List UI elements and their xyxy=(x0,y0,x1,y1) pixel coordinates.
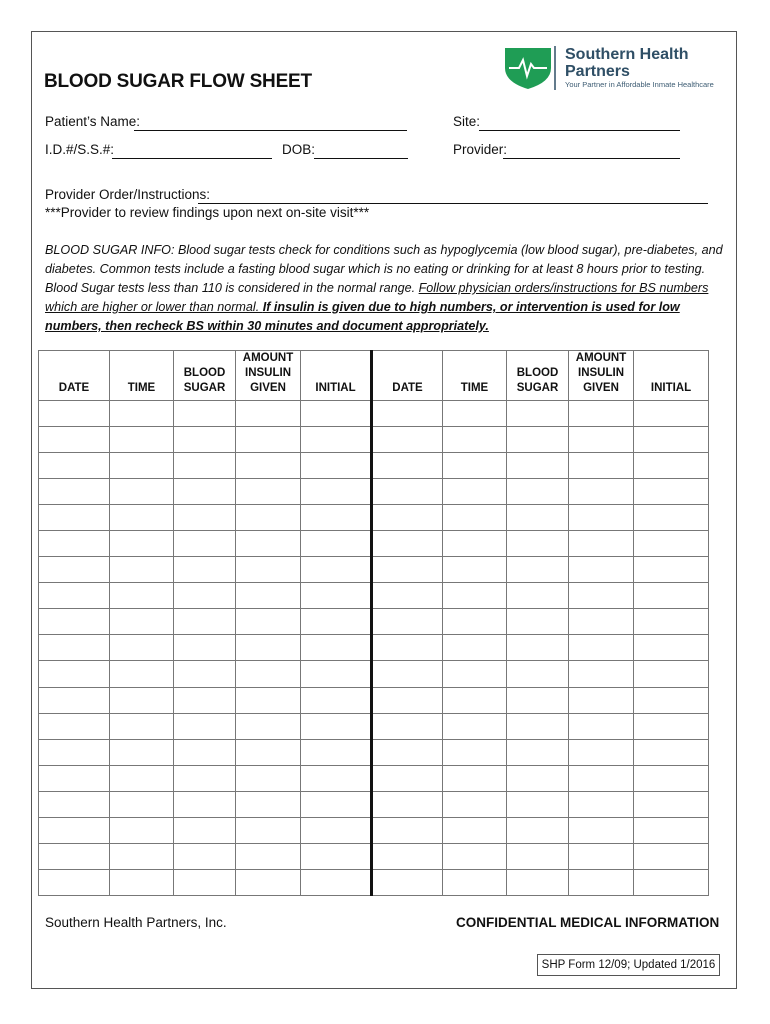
table-cell[interactable] xyxy=(236,635,301,661)
id-ss-field[interactable] xyxy=(112,158,272,159)
footer-company: Southern Health Partners, Inc. xyxy=(45,915,227,930)
table-cell[interactable] xyxy=(372,531,443,557)
blood-sugar-info xyxy=(45,241,725,336)
table-row xyxy=(39,427,709,453)
table-cell[interactable] xyxy=(110,479,174,505)
table-cell[interactable] xyxy=(507,661,569,687)
table-cell[interactable] xyxy=(236,687,301,713)
table-cell[interactable] xyxy=(174,557,236,583)
table-cell[interactable] xyxy=(301,583,372,609)
table-cell[interactable] xyxy=(443,401,507,427)
table-cell[interactable] xyxy=(507,531,569,557)
review-note: ***Provider to review findings upon next on-site visit*** xyxy=(45,205,370,220)
table-row xyxy=(39,869,709,895)
table-cell[interactable] xyxy=(372,817,443,843)
table-cell[interactable] xyxy=(372,583,443,609)
table-cell[interactable] xyxy=(174,687,236,713)
table-cell[interactable] xyxy=(174,583,236,609)
table-cell[interactable] xyxy=(443,869,507,895)
table-cell[interactable] xyxy=(39,453,110,479)
table-row xyxy=(39,791,709,817)
table-cell[interactable] xyxy=(443,713,507,739)
table-cell[interactable] xyxy=(634,479,709,505)
table-cell[interactable] xyxy=(236,869,301,895)
table-cell[interactable] xyxy=(39,583,110,609)
table-cell[interactable] xyxy=(301,713,372,739)
table-cell[interactable] xyxy=(443,505,507,531)
table-row xyxy=(39,687,709,713)
table-cell[interactable] xyxy=(174,843,236,869)
table-cell[interactable] xyxy=(507,791,569,817)
table-cell[interactable] xyxy=(372,505,443,531)
table-row xyxy=(39,817,709,843)
table-cell[interactable] xyxy=(174,765,236,791)
site-label: Site: xyxy=(453,114,481,129)
table-row xyxy=(39,635,709,661)
table-cell[interactable] xyxy=(236,713,301,739)
table-cell[interactable] xyxy=(569,583,634,609)
table-cell[interactable] xyxy=(301,661,372,687)
table-cell[interactable] xyxy=(301,531,372,557)
table-row xyxy=(39,505,709,531)
table-cell[interactable] xyxy=(236,531,301,557)
table-cell[interactable] xyxy=(569,505,634,531)
table-cell[interactable] xyxy=(236,791,301,817)
info-underlined: Follow physician orders/instructions for BS numbers which are higher or lower than normal. xyxy=(45,281,709,314)
table-cell[interactable] xyxy=(39,869,110,895)
table-cell[interactable] xyxy=(174,505,236,531)
table-row xyxy=(39,453,709,479)
table-row xyxy=(39,739,709,765)
table-cell[interactable] xyxy=(39,531,110,557)
dob-label: DOB: xyxy=(282,142,316,157)
table-cell[interactable] xyxy=(569,869,634,895)
column-header: DATE xyxy=(39,351,110,401)
table-cell[interactable] xyxy=(443,739,507,765)
provider-orders-field[interactable] xyxy=(198,203,708,204)
table-cell[interactable] xyxy=(507,401,569,427)
table-cell[interactable] xyxy=(634,791,709,817)
table-cell[interactable] xyxy=(569,817,634,843)
table-cell[interactable] xyxy=(174,791,236,817)
table-cell[interactable] xyxy=(372,479,443,505)
table-cell[interactable] xyxy=(569,635,634,661)
table-cell[interactable] xyxy=(39,635,110,661)
table-cell[interactable] xyxy=(301,401,372,427)
table-cell[interactable] xyxy=(634,739,709,765)
table-row xyxy=(39,557,709,583)
table-cell[interactable] xyxy=(110,401,174,427)
page-title: BLOOD SUGAR FLOW SHEET xyxy=(44,71,312,92)
table-cell[interactable] xyxy=(236,843,301,869)
table-cell[interactable] xyxy=(301,869,372,895)
table-cell[interactable] xyxy=(236,765,301,791)
column-header: BLOOD SUGAR xyxy=(507,351,569,401)
table-cell[interactable] xyxy=(634,531,709,557)
patient-name-field[interactable] xyxy=(134,130,407,131)
table-cell[interactable] xyxy=(39,427,110,453)
table-cell[interactable] xyxy=(110,869,174,895)
table-cell[interactable] xyxy=(236,505,301,531)
table-cell[interactable] xyxy=(301,479,372,505)
table-cell[interactable] xyxy=(174,713,236,739)
table-cell[interactable] xyxy=(634,453,709,479)
logo-name xyxy=(565,46,689,80)
table-cell[interactable] xyxy=(634,765,709,791)
table-cell[interactable] xyxy=(443,583,507,609)
table-cell[interactable] xyxy=(236,479,301,505)
table-cell[interactable] xyxy=(507,713,569,739)
table-cell[interactable] xyxy=(174,479,236,505)
table-row xyxy=(39,661,709,687)
table-header-row xyxy=(39,351,709,401)
table-cell[interactable] xyxy=(301,635,372,661)
table-cell[interactable] xyxy=(569,479,634,505)
table-cell[interactable] xyxy=(443,661,507,687)
table-cell[interactable] xyxy=(39,401,110,427)
table-cell[interactable] xyxy=(634,427,709,453)
table-cell[interactable] xyxy=(39,661,110,687)
table-cell[interactable] xyxy=(443,609,507,635)
form-id-box: SHP Form 12/09; Updated 1/2016 xyxy=(537,954,720,976)
table-cell[interactable] xyxy=(301,557,372,583)
table-cell[interactable] xyxy=(372,843,443,869)
column-header: AMOUNT INSULIN GIVEN xyxy=(569,351,634,401)
table-cell[interactable] xyxy=(174,427,236,453)
table-cell[interactable] xyxy=(372,739,443,765)
patient-name-label: Patient’s Name: xyxy=(45,114,141,129)
table-cell[interactable] xyxy=(174,739,236,765)
logo-tagline: Your Partner in Affordable Inmate Healthcare xyxy=(565,80,714,89)
column-header: INITIAL xyxy=(301,351,372,401)
info-intro: BLOOD SUGAR INFO: Blood sugar tests check for conditions such as hypoglycemia (low blood sugar), pre-diabetes, and diabetes. Common tests include a fasting blood sugar which is no eating or drinking for at least 8 hours prior to testing. Blood Sugar tests less than 110 is considered in the normal range. xyxy=(45,243,723,295)
logo-name-line1: Southern Health xyxy=(565,46,689,63)
table-cell[interactable] xyxy=(569,687,634,713)
table-cell[interactable] xyxy=(507,479,569,505)
column-header: AMOUNT INSULIN GIVEN xyxy=(236,351,301,401)
table-cell[interactable] xyxy=(507,635,569,661)
table-cell[interactable] xyxy=(569,557,634,583)
table-cell[interactable] xyxy=(443,687,507,713)
table-cell[interactable] xyxy=(507,609,569,635)
table-cell[interactable] xyxy=(174,453,236,479)
table-cell[interactable] xyxy=(507,843,569,869)
table-cell[interactable] xyxy=(507,817,569,843)
flow-sheet-table xyxy=(38,350,709,896)
table-cell[interactable] xyxy=(372,557,443,583)
dob-field[interactable] xyxy=(314,158,408,159)
table-row xyxy=(39,401,709,427)
logo-name-line2: Partners xyxy=(565,63,630,80)
table-cell[interactable] xyxy=(301,817,372,843)
table-cell[interactable] xyxy=(443,843,507,869)
table-cell[interactable] xyxy=(174,817,236,843)
site-field[interactable] xyxy=(479,130,680,131)
column-header: INITIAL xyxy=(634,351,709,401)
table-cell[interactable] xyxy=(110,687,174,713)
table-cell[interactable] xyxy=(301,453,372,479)
table-cell[interactable] xyxy=(301,609,372,635)
table-cell[interactable] xyxy=(301,505,372,531)
table-cell[interactable] xyxy=(569,661,634,687)
table-cell[interactable] xyxy=(372,713,443,739)
company-logo xyxy=(503,46,728,94)
table-cell[interactable] xyxy=(569,609,634,635)
table-cell[interactable] xyxy=(372,687,443,713)
table-cell[interactable] xyxy=(443,427,507,453)
table-cell[interactable] xyxy=(372,661,443,687)
table-cell[interactable] xyxy=(236,557,301,583)
table-cell[interactable] xyxy=(634,505,709,531)
table-cell[interactable] xyxy=(174,531,236,557)
column-header: TIME xyxy=(110,351,174,401)
table-cell[interactable] xyxy=(569,843,634,869)
provider-label: Provider: xyxy=(453,142,508,157)
table-cell[interactable] xyxy=(39,739,110,765)
table-cell[interactable] xyxy=(634,713,709,739)
table-cell[interactable] xyxy=(301,765,372,791)
table-cell[interactable] xyxy=(443,765,507,791)
table-cell[interactable] xyxy=(301,791,372,817)
table-cell[interactable] xyxy=(110,739,174,765)
table-cell[interactable] xyxy=(634,609,709,635)
table-cell[interactable] xyxy=(443,479,507,505)
table-cell[interactable] xyxy=(634,661,709,687)
table-cell[interactable] xyxy=(110,427,174,453)
table-cell[interactable] xyxy=(236,401,301,427)
table-row xyxy=(39,843,709,869)
table-row xyxy=(39,609,709,635)
table-cell[interactable] xyxy=(301,739,372,765)
table-cell[interactable] xyxy=(443,453,507,479)
table-cell[interactable] xyxy=(569,765,634,791)
table-cell[interactable] xyxy=(174,609,236,635)
id-ss-label: I.D.#/S.S.#: xyxy=(45,142,115,157)
table-cell[interactable] xyxy=(372,427,443,453)
table-cell[interactable] xyxy=(110,791,174,817)
table-cell[interactable] xyxy=(39,713,110,739)
table-cell[interactable] xyxy=(174,661,236,687)
table-cell[interactable] xyxy=(372,401,443,427)
table-cell[interactable] xyxy=(39,505,110,531)
footer-confidential: CONFIDENTIAL MEDICAL INFORMATION xyxy=(456,915,720,930)
table-cell[interactable] xyxy=(634,817,709,843)
table-cell[interactable] xyxy=(507,739,569,765)
table-cell[interactable] xyxy=(507,453,569,479)
table-cell[interactable] xyxy=(39,843,110,869)
table-cell[interactable] xyxy=(634,687,709,713)
table-cell[interactable] xyxy=(372,635,443,661)
table-cell[interactable] xyxy=(507,687,569,713)
table-cell[interactable] xyxy=(174,635,236,661)
table-cell[interactable] xyxy=(110,609,174,635)
table-cell[interactable] xyxy=(236,453,301,479)
provider-orders-label: Provider Order/Instructions: xyxy=(45,187,211,202)
table-cell[interactable] xyxy=(443,557,507,583)
table-cell[interactable] xyxy=(110,713,174,739)
table-cell[interactable] xyxy=(443,531,507,557)
table-cell[interactable] xyxy=(569,791,634,817)
table-cell[interactable] xyxy=(110,843,174,869)
table-cell[interactable] xyxy=(569,713,634,739)
table-cell[interactable] xyxy=(507,869,569,895)
table-row xyxy=(39,531,709,557)
table-cell[interactable] xyxy=(634,869,709,895)
table-cell[interactable] xyxy=(39,791,110,817)
table-cell[interactable] xyxy=(372,609,443,635)
table-cell[interactable] xyxy=(569,531,634,557)
table-cell[interactable] xyxy=(110,765,174,791)
table-cell[interactable] xyxy=(39,817,110,843)
table-cell[interactable] xyxy=(236,739,301,765)
table-cell[interactable] xyxy=(634,557,709,583)
table-cell[interactable] xyxy=(236,817,301,843)
table-cell[interactable] xyxy=(174,869,236,895)
table-cell[interactable] xyxy=(569,453,634,479)
table-cell[interactable] xyxy=(443,817,507,843)
table-cell[interactable] xyxy=(569,427,634,453)
table-cell[interactable] xyxy=(110,583,174,609)
table-cell[interactable] xyxy=(39,557,110,583)
table-cell[interactable] xyxy=(634,843,709,869)
table-cell[interactable] xyxy=(301,843,372,869)
table-cell[interactable] xyxy=(110,661,174,687)
table-cell[interactable] xyxy=(110,531,174,557)
table-body xyxy=(39,401,709,896)
table-cell[interactable] xyxy=(507,765,569,791)
table-cell[interactable] xyxy=(39,609,110,635)
table-cell[interactable] xyxy=(236,583,301,609)
shield-heartbeat-icon xyxy=(503,46,557,90)
column-header: DATE xyxy=(372,351,443,401)
table-cell[interactable] xyxy=(507,557,569,583)
table-cell[interactable] xyxy=(301,687,372,713)
table-row xyxy=(39,479,709,505)
table-cell[interactable] xyxy=(39,479,110,505)
table-row xyxy=(39,765,709,791)
table-cell[interactable] xyxy=(372,869,443,895)
table-cell[interactable] xyxy=(569,739,634,765)
table-row xyxy=(39,713,709,739)
provider-field[interactable] xyxy=(503,158,680,159)
table-cell[interactable] xyxy=(110,557,174,583)
table-cell[interactable] xyxy=(372,453,443,479)
table-cell[interactable] xyxy=(110,817,174,843)
column-header: BLOOD SUGAR xyxy=(174,351,236,401)
table-cell[interactable] xyxy=(236,609,301,635)
table-cell[interactable] xyxy=(372,765,443,791)
table-cell[interactable] xyxy=(507,427,569,453)
table-cell[interactable] xyxy=(507,583,569,609)
table-cell[interactable] xyxy=(634,583,709,609)
table-cell[interactable] xyxy=(569,401,634,427)
table-cell[interactable] xyxy=(39,765,110,791)
table-row xyxy=(39,583,709,609)
table-cell[interactable] xyxy=(110,505,174,531)
table-cell[interactable] xyxy=(634,635,709,661)
table-cell[interactable] xyxy=(507,505,569,531)
table-cell[interactable] xyxy=(236,427,301,453)
table-cell[interactable] xyxy=(634,401,709,427)
info-bold-underlined: If insulin is given due to high numbers, or intervention is used for low numbers, then recheck BS within 30 minutes and document appropriately. xyxy=(45,300,680,333)
table-cell[interactable] xyxy=(110,453,174,479)
table-cell[interactable] xyxy=(174,401,236,427)
column-header: TIME xyxy=(443,351,507,401)
table-cell[interactable] xyxy=(443,791,507,817)
table-cell[interactable] xyxy=(443,635,507,661)
table-cell[interactable] xyxy=(372,791,443,817)
table-cell[interactable] xyxy=(39,687,110,713)
table-cell[interactable] xyxy=(236,661,301,687)
table-cell[interactable] xyxy=(110,635,174,661)
table-cell[interactable] xyxy=(301,427,372,453)
